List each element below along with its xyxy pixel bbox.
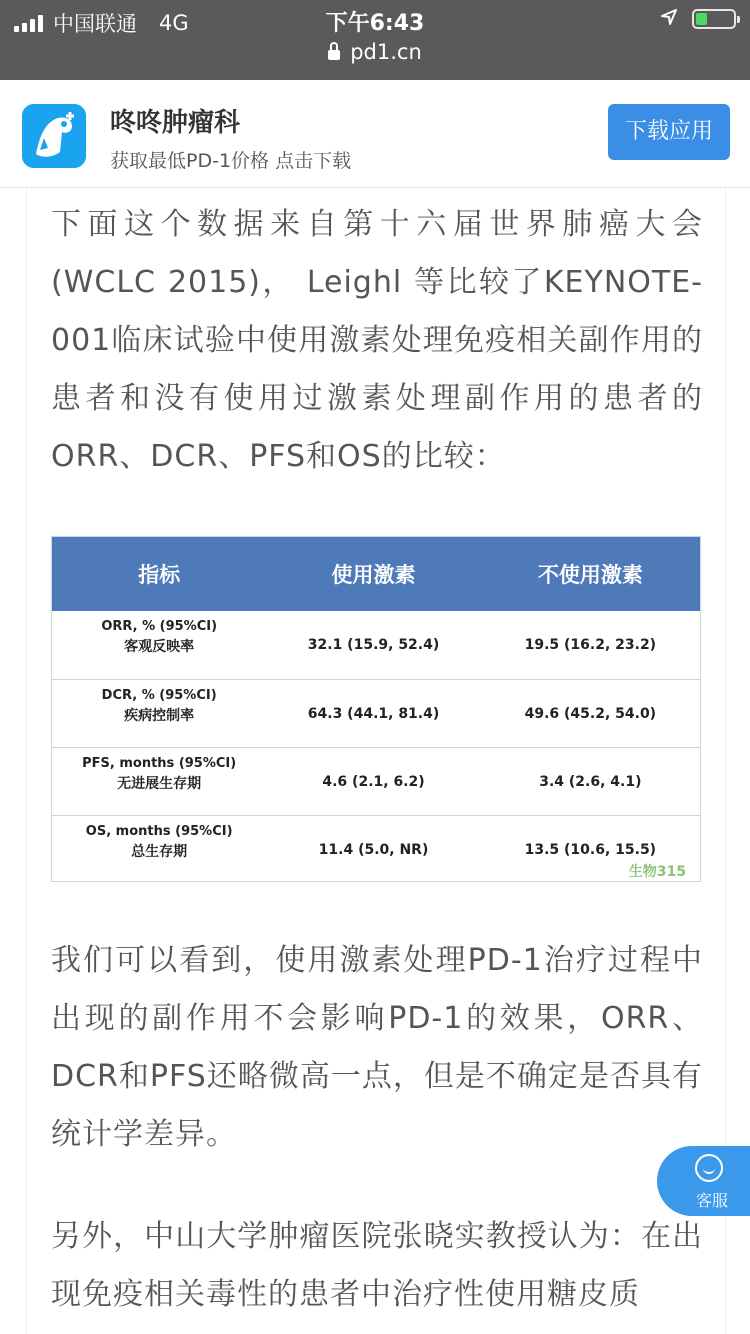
row-label-en: ORR, % (95%CI) [101, 619, 218, 634]
download-app-button[interactable]: 下载应用 [608, 104, 730, 160]
table-row [52, 815, 700, 882]
status-bar [0, 0, 750, 80]
article-body [26, 188, 726, 1334]
table-header [52, 537, 700, 611]
table-row [52, 611, 700, 679]
article-paragraph: 另外，中山大学肿瘤医院张晓实教授认为：在出现免疫相关毒性的患者中治疗性使用糖皮质 [51, 1219, 703, 1312]
row-label-zh: 无进展生存期 [117, 776, 202, 792]
table-row [52, 679, 700, 747]
row-label-en: PFS, months (95%CI) [82, 756, 237, 771]
article-paragraph: 我们可以看到，使用激素处理PD-1治疗过程中出现的副作用不会影响PD-1的效果，ORR、DCR和PFS还略微高一点，但是不确定是否具有统计学差异。 [51, 943, 703, 1152]
customer-service-button[interactable] [657, 1146, 750, 1216]
app-logo-icon [22, 104, 86, 168]
table-row [52, 747, 700, 815]
row-label-en: DCR, % (95%CI) [101, 688, 217, 703]
watermark: 生物315 [628, 864, 686, 880]
row-label-zh: 总生存期 [131, 844, 188, 860]
steroid-value: 64.3 (44.1, 81.4) [307, 705, 440, 722]
status-time: 下午6:43 [325, 11, 425, 36]
no-steroid-value: 3.4 (2.6, 4.1) [539, 773, 642, 790]
network-type: 4G [159, 11, 189, 35]
battery-icon [692, 9, 736, 29]
url-text: pd1.cn [350, 40, 422, 64]
location-arrow-icon [660, 8, 678, 30]
no-steroid-value: 13.5 (10.6, 15.5) [524, 841, 657, 858]
lock-icon [328, 50, 340, 60]
smiley-chat-icon [695, 1154, 723, 1182]
header-steroid: 使用激素 [331, 563, 416, 587]
no-steroid-value: 49.6 (45.2, 54.0) [524, 705, 657, 722]
battery-level [696, 13, 707, 25]
steroid-value: 32.1 (15.9, 52.4) [307, 637, 440, 653]
status-right [660, 8, 736, 30]
customer-service-label: 客服 [695, 1191, 728, 1210]
row-label-zh: 疾病控制率 [124, 708, 195, 724]
article-paragraph: 下面这个数据来自第十六届世界肺癌大会(WCLC 2015)， Leighl 等比较了KEYNOTE-001临床试验中使用激素处理免疫相关副作用的患者和没有使用过激素处理副作用的患者的ORR、DCR、PFS和OS的比较： [51, 207, 703, 474]
row-label-en: OS, months (95%CI) [85, 824, 233, 839]
no-steroid-value: 19.5 (16.2, 23.2) [524, 637, 657, 653]
comparison-table-image [51, 536, 701, 882]
app-download-banner[interactable] [0, 80, 750, 188]
row-label-zh: 客观反映率 [124, 639, 195, 655]
steroid-value: 11.4 (5.0, NR) [318, 841, 429, 858]
carrier-name: 中国联通 [53, 12, 137, 36]
app-name: 咚咚肿瘤科 [110, 108, 241, 138]
app-subtitle: 获取最低PD-1价格 点击下载 [110, 150, 352, 172]
header-no-steroid: 不使用激素 [537, 563, 643, 587]
steroid-value: 4.6 (2.1, 6.2) [322, 773, 425, 790]
url-bar[interactable] [0, 40, 750, 64]
header-indicator: 指标 [138, 563, 181, 587]
